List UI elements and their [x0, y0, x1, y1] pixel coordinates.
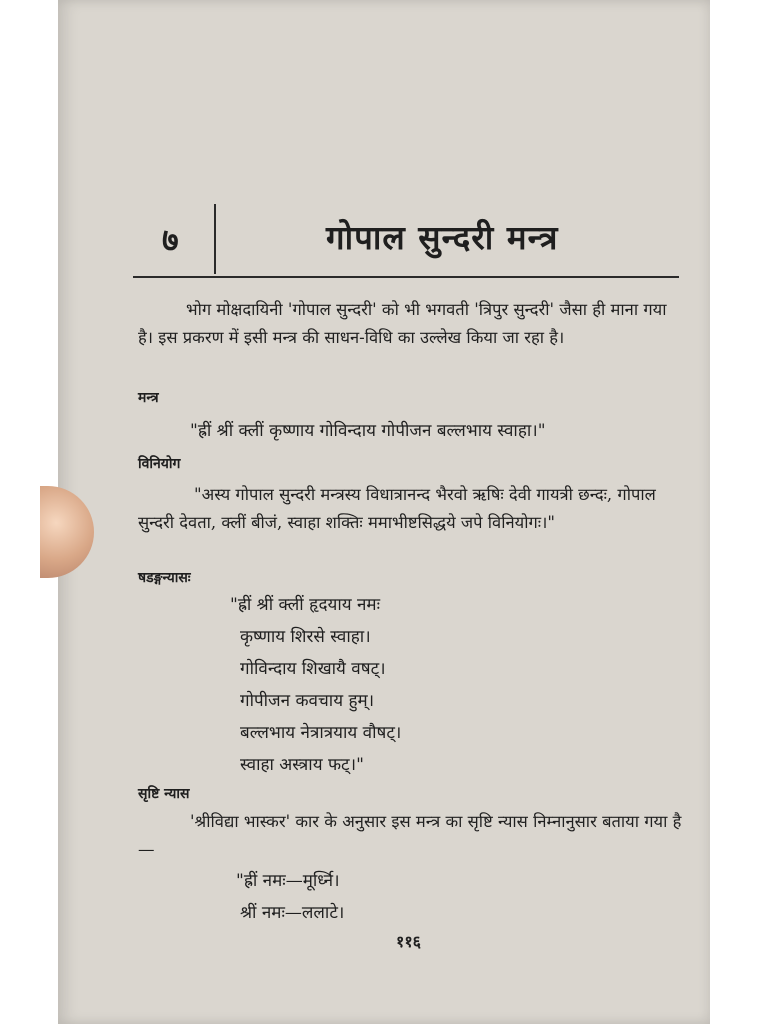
shadanga-line: स्वाहा अस्त्राय फट्।" [240, 755, 364, 775]
header-rule [133, 276, 679, 278]
srishti-text: 'श्रीविद्या भास्कर' कार के अनुसार इस मन्त्र का सृष्टि न्यास निम्नानुसार बताया गया है— [138, 812, 682, 859]
shadanga-line: गोपीजन कवचाय हुम्। [240, 691, 375, 711]
shadanga-line: गोविन्दाय शिखायै वषट्। [240, 659, 386, 679]
shadanga-line: कृष्णाय शिरसे स्वाहा। [240, 627, 371, 647]
srishti-heading: सृष्टि न्यास [138, 786, 190, 802]
intro-paragraph: भोग मोक्षदायिनी 'गोपाल सुन्दरी' को भी भगवती 'त्रिपुर सुन्दरी' जैसा ही माना गया है। इस प्रकरण में इसी मन्त्र की साधन-विधि का उल्लेख किया जा रहा है। [138, 300, 667, 347]
srishti-line: श्रीं नमः—ललाटे। [240, 903, 345, 923]
mantra-heading: मन्त्र [138, 390, 159, 406]
mantra-text: "ह्रीं श्रीं क्लीं कृष्णाय गोविन्दाय गोपीजन बल्लभाय स्वाहा।" [190, 421, 546, 441]
srishti-line: "ह्रीं नमः—मूर्ध्नि। [236, 871, 340, 891]
viniyoga-heading: विनियोग [138, 456, 181, 472]
shadanga-heading: षडङ्गन्यासः [138, 570, 191, 586]
chapter-header [132, 200, 680, 278]
shadanga-line: "ह्रीं श्रीं क्लीं हृदयाय नमः [230, 595, 381, 615]
chapter-title: गोपाल सुन्दरी मन्त्र [326, 218, 559, 257]
shadanga-line: बल्लभाय नेत्रात्रयाय वौषट्। [240, 723, 402, 743]
chapter-number: ७ [162, 221, 179, 259]
chapter-divider [214, 204, 216, 274]
viniyoga-text: "अस्य गोपाल सुन्दरी मन्त्रस्य विधात्रानन्द भैरवो ऋषिः देवी गायत्री छन्दः, गोपाल सुन्दरी देवता, क्लीं बीजं, स्वाहा शक्तिः ममाभीष्टसिद्धये जपे विनियोगः।" [138, 485, 656, 532]
page-number: ११६ [396, 932, 421, 951]
